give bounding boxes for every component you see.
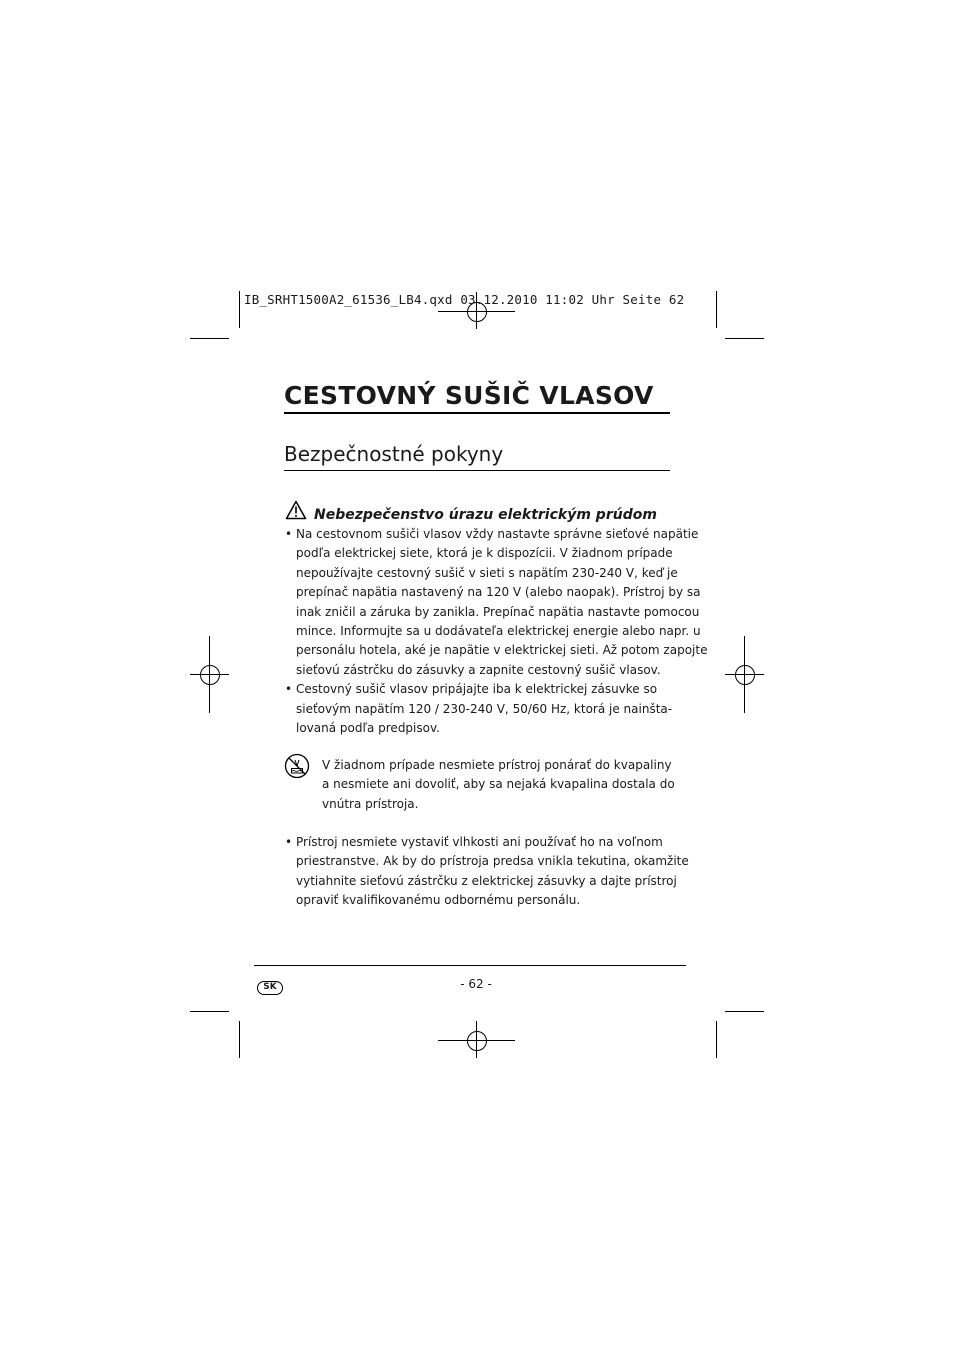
bullet-icon: • [285, 835, 293, 849]
footer-rule [254, 965, 686, 966]
page-number: - 62 - [460, 977, 492, 991]
immersion-warning-note: V žiadnom prípade nesmiete prístroj ponárať do kvapaliny a nesmiete ani dovoliť, aby sa nejaká kvapalina dostala do vnútra prístroja. [322, 758, 675, 811]
bullet-icon: • [285, 682, 293, 697]
section-title: Bezpečnostné pokyny [284, 442, 504, 466]
list-item: • Prístroj nesmiete vystaviť vlhkosti ani používať ho na voľnom priestranstve. Ak by do prístroja predsa vnikla tekutina, okamžite vytiahnite sieťovú zástrčku z elektrickej zásuvky a dajte prístroj opraviť kvalifikovanému odbornému personálu. [285, 835, 689, 908]
warning-triangle-icon [285, 500, 307, 520]
language-badge: SK [257, 981, 283, 995]
bullet-icon: • [285, 527, 293, 541]
warning-heading: Nebezpečenstvo úrazu elektrickým prúdom [314, 507, 657, 523]
no-water-immersion-icon [284, 753, 310, 779]
section-underline [284, 470, 670, 471]
title-underline [284, 412, 670, 414]
safety-bullet-list [284, 525, 708, 738]
page-title: CESTOVNÝ SUŠIČ VLASOV [284, 381, 654, 410]
print-slug-line: IB_SRHT1500A2_61536_LB4.qxd 03.12.2010 11:02 Uhr Seite 62 [244, 292, 685, 307]
list-item: • Cestovný sušič vlasov pripájajte iba k elektrickej zásuvke so sieťovým napätím 120 / 230-240 V, 50/60 Hz, ktorá je nainšta- lovaná podľa predpisov. [285, 682, 673, 736]
moisture-bullet-list [284, 833, 689, 911]
list-item: • Na cestovnom sušiči vlasov vždy nastavte správne sieťové napätie podľa elektrickej siete, ktorá je k dispozícii. V žiadnom prípade nepoužívajte cestovný sušič v sieti s napätím 230-240 V, keď je prepínač napätia nastavený na 120 V (alebo naopak). Prístroj by sa inak zničil a záruka by zanikla. Prepínač napätia nastavte pomocou mince. Informujte sa u dodávateľa elektrickej energie alebo napr. u personálu hotela, aké je napätie v elektrickej sieti. Až potom zapojte sieťovú zástrčku do zásuvky a zapnite cestovný sušič vlasov. [285, 527, 708, 677]
